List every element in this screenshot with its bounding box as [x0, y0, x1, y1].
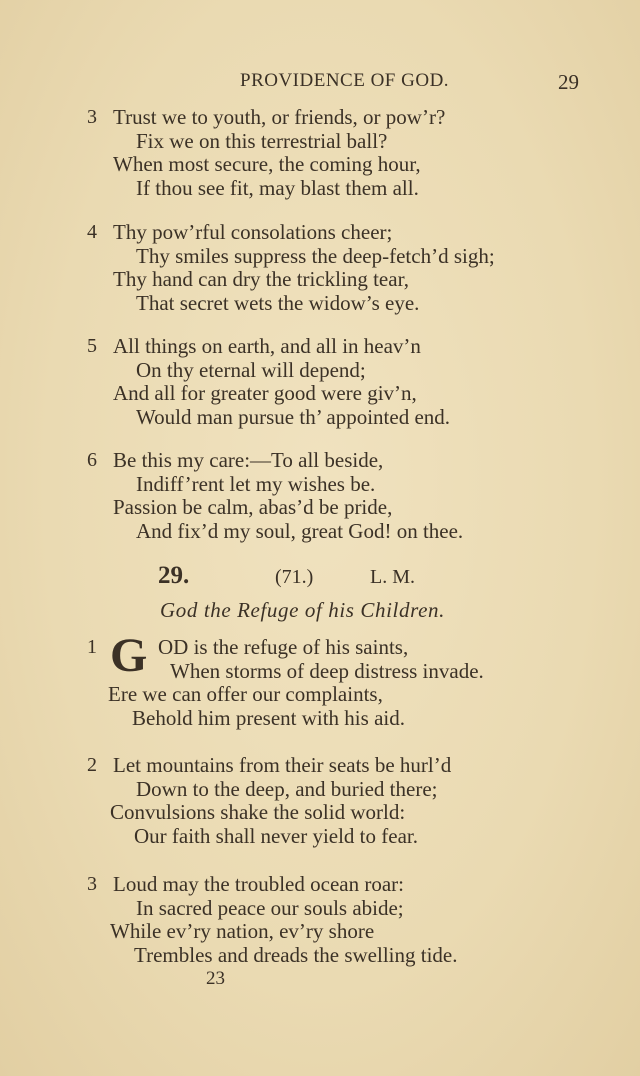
stanza-number: 1	[87, 636, 97, 658]
verse-line: When most secure, the coming hour,	[113, 152, 421, 176]
verse-line: All things on earth, and all in heav’n	[113, 334, 421, 358]
page-number: 29	[558, 70, 579, 94]
verse-line: Trust we to youth, or friends, or pow’r?	[113, 105, 446, 129]
verse-line: Fix we on this terrestrial ball?	[136, 128, 388, 153]
verse-line: Loud may the troubled ocean roar:	[113, 872, 404, 896]
verse-line: If thou see fit, may blast them all.	[136, 175, 419, 200]
verse-line: On thy eternal will depend;	[136, 357, 366, 382]
verse-line: Convulsions shake the solid world:	[110, 800, 406, 824]
verse-line: Thy hand can dry the trickling tear,	[113, 267, 409, 291]
verse-line: Passion be calm, abas’d be pride,	[113, 495, 393, 519]
verse-line: Would man pursue th’ appointed end.	[136, 404, 451, 429]
stanza-number: 6	[87, 449, 97, 471]
verse-line: Behold him present with his aid.	[132, 705, 405, 730]
hymn-meter: L. M.	[370, 566, 415, 588]
verse-line: Trembles and dreads the swelling tide.	[134, 942, 458, 967]
signature-mark: 23	[206, 968, 225, 989]
verse-line: When storms of deep distress invade.	[170, 658, 484, 683]
verse-line: And fix’d my soul, great God! on thee.	[136, 518, 464, 543]
verse-line: Thy smiles suppress the deep-fetch’d sigh;	[136, 243, 495, 268]
stanza-number: 3	[87, 873, 97, 895]
hymn-title: God the Refuge of his Children.	[160, 598, 445, 622]
stanza-number: 4	[87, 221, 97, 243]
verse-line: Let mountains from their seats be hurl’d	[113, 753, 452, 777]
running-title: PROVIDENCE OF GOD.	[240, 70, 450, 91]
stanza-number: 3	[87, 106, 97, 128]
hymn-number: 29.	[158, 562, 190, 589]
stanza-number: 5	[87, 335, 97, 357]
verse-line: And all for greater good were giv’n,	[113, 381, 417, 405]
verse-line: Indiff’rent let my wishes be.	[136, 471, 376, 496]
verse-line: Thy pow’rful consolations cheer;	[113, 220, 393, 244]
verse-line: Our faith shall never yield to fear.	[134, 823, 418, 848]
verse-line: Down to the deep, and buried there;	[136, 776, 438, 801]
verse-line: Ere we can offer our complaints,	[108, 682, 383, 706]
hymn-reference: (71.)	[275, 566, 314, 588]
verse-line: That secret wets the widow’s eye.	[136, 290, 420, 315]
stanza-number: 2	[87, 754, 97, 776]
verse-line: Be this my care:—To all beside,	[113, 448, 384, 472]
verse-line: While ev’ry nation, ev’ry shore	[110, 919, 375, 943]
verse-line: OD is the refuge of his saints,	[158, 635, 409, 659]
verse-line: In sacred peace our souls abide;	[136, 895, 404, 920]
drop-cap: G	[110, 629, 148, 682]
